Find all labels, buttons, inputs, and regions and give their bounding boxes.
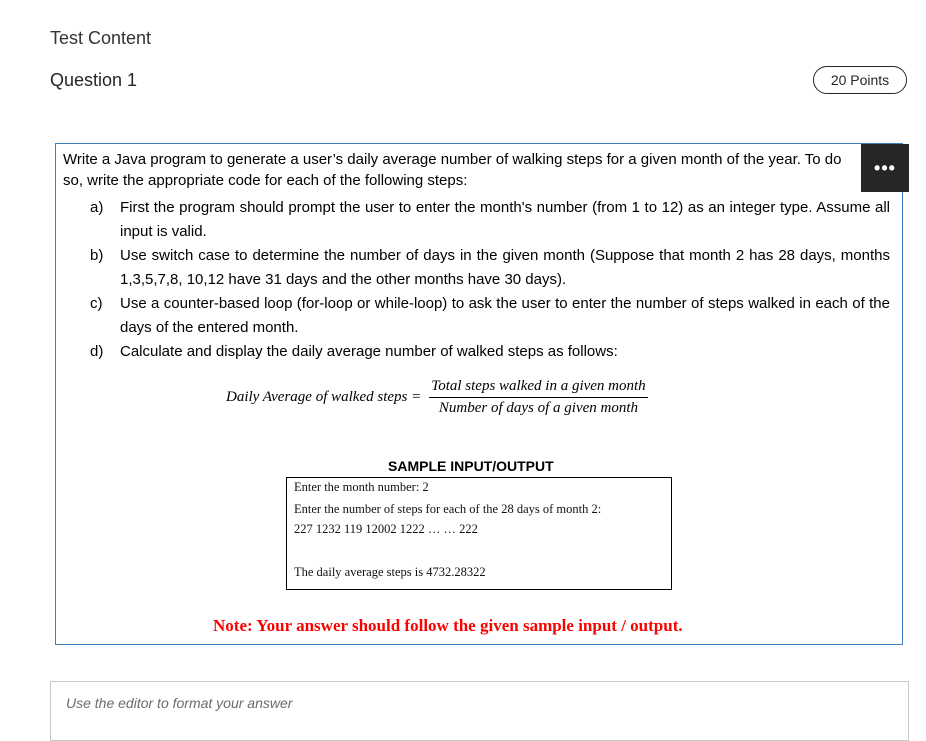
step-letter: b) xyxy=(90,247,104,264)
step-c xyxy=(90,292,890,340)
sample-title: SAMPLE INPUT/OUTPUT xyxy=(388,458,554,474)
average-formula xyxy=(226,378,648,417)
step-letter: c) xyxy=(90,295,103,312)
note-text: Note: Your answer should follow the given sample input / output. xyxy=(213,616,683,635)
editor-placeholder: Use the editor to format your answer xyxy=(66,695,293,711)
step-text: Use switch case to determine the number of days in the given month (Suppose that month 2 has 28 days, months 1,3,5,7,8, 10,12 have 31 days and the other months have 30 days). xyxy=(120,247,890,288)
sample-io-box xyxy=(286,477,672,590)
step-a xyxy=(90,196,890,244)
question-title: Question 1 xyxy=(50,70,138,90)
step-letter: a) xyxy=(90,199,104,216)
sample-line: Enter the month number: 2 xyxy=(294,480,429,494)
sample-line: The daily average steps is 4732.28322 xyxy=(294,565,486,579)
step-letter: d) xyxy=(90,343,104,360)
formula-denominator: Number of days of a given month xyxy=(438,400,639,416)
step-text: Calculate and display the daily average number of walked steps as follows: xyxy=(120,343,618,360)
sample-line: 227 1232 119 12002 1222 … … 222 xyxy=(294,522,478,536)
points-badge: 20 Points xyxy=(813,66,907,94)
answer-editor[interactable] xyxy=(50,681,909,741)
formula-lhs: Daily Average of walked steps = xyxy=(226,389,422,405)
formula-fraction xyxy=(429,378,647,417)
sample-line: Enter the number of steps for each of the 28 days of month 2: xyxy=(294,502,602,516)
step-text: Use a counter-based loop (for-loop or while-loop) to ask the user to enter the number of steps walked in each of the days of the entered month. xyxy=(120,295,890,336)
question-intro: Write a Java program to generate a user’s daily average number of walking steps for a given month of the year. To do so, write the appropriate code for each of the following steps: xyxy=(63,151,842,189)
step-text: First the program should prompt the user to enter the month's number (from 1 to 12) as an integer type. Assume all input is valid. xyxy=(120,199,890,240)
step-d xyxy=(90,340,890,364)
section-title: Test Content xyxy=(50,28,152,48)
more-options-button[interactable]: ••• xyxy=(861,144,909,192)
formula-numerator: Total steps walked in a given month xyxy=(429,378,647,398)
steps-list xyxy=(90,196,890,364)
step-b xyxy=(90,244,890,292)
